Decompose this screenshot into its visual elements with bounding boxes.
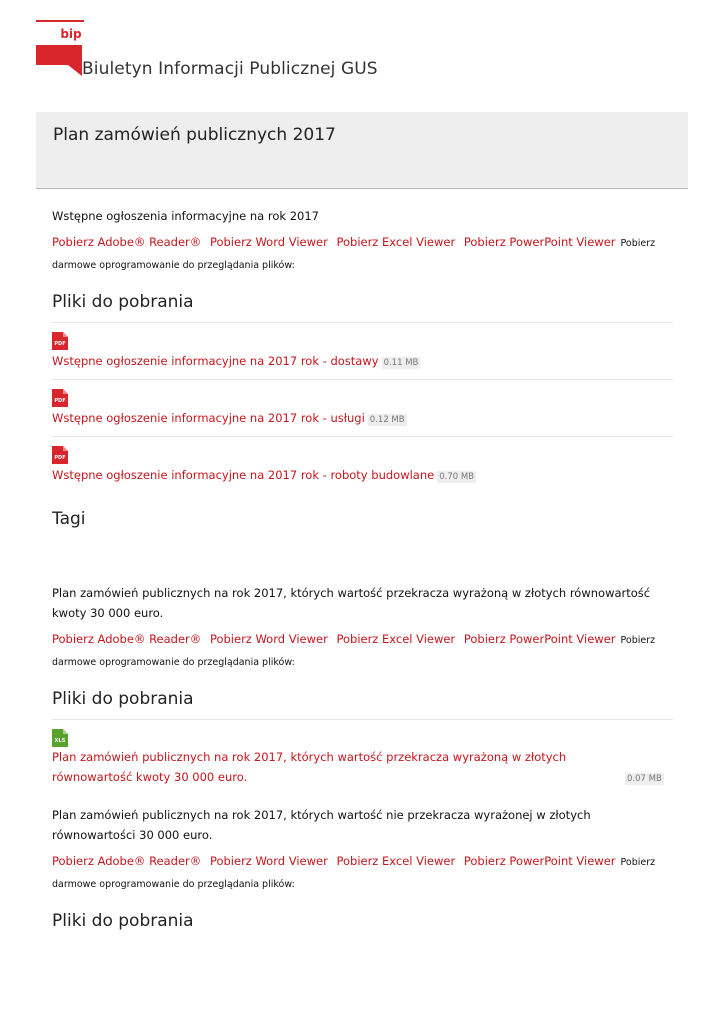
- section-1: [52, 206, 673, 533]
- powerpoint-viewer-link[interactable]: Pobierz PowerPoint Viewer: [463, 235, 616, 249]
- site-title[interactable]: Biuletyn Informacji Publicznej GUS: [82, 59, 378, 79]
- file-list: [52, 719, 673, 795]
- file-list: [52, 322, 673, 493]
- section-description: Plan zamówień publicznych na rok 2017, których wartość przekracza wyrażoną w złotych równowartość kwoty 30 000 euro.: [52, 586, 651, 620]
- pdf-file-icon: [52, 446, 68, 464]
- downloads-heading: Pliki do pobrania: [52, 911, 194, 931]
- viewer-note: Pobierz darmowe oprogramowanie do przeglądania plików:: [52, 857, 656, 890]
- file-download-link[interactable]: Wstępne ogłoszenie informacyjne na 2017 rok - dostawy: [52, 354, 379, 368]
- file-size: 0.70 MB: [439, 472, 475, 482]
- downloads-heading: Pliki do pobrania: [52, 689, 194, 709]
- pdf-file-icon: [52, 389, 68, 407]
- viewer-note: Pobierz darmowe oprogramowanie do przeglądania plików:: [52, 635, 656, 668]
- section-3: [52, 805, 673, 935]
- svg-text:PDF: PDF: [54, 341, 66, 347]
- powerpoint-viewer-link[interactable]: Pobierz PowerPoint Viewer: [463, 632, 616, 646]
- section-description: Wstępne ogłoszenia informacyjne na rok 2017: [52, 209, 319, 223]
- title-band: [36, 112, 688, 189]
- page-title: Plan zamówień publicznych 2017: [53, 125, 336, 145]
- viewer-links: [52, 232, 673, 276]
- file-size: 0.12 MB: [369, 415, 405, 425]
- pdf-file-icon: [52, 332, 68, 350]
- adobe-reader-link[interactable]: Pobierz Adobe® Reader®: [52, 854, 202, 868]
- file-item: [52, 437, 673, 493]
- word-viewer-link[interactable]: Pobierz Word Viewer: [209, 235, 328, 249]
- file-download-link[interactable]: Wstępne ogłoszenie informacyjne na 2017 rok - usługi: [52, 411, 365, 425]
- viewer-links: [52, 629, 673, 673]
- adobe-reader-link[interactable]: Pobierz Adobe® Reader®: [52, 235, 202, 249]
- file-download-link[interactable]: Plan zamówień publicznych na rok 2017, których wartość przekracza wyrażoną w złotych równowartość kwoty 30 000 euro.: [52, 750, 567, 784]
- file-size: 0.07 MB: [627, 774, 662, 784]
- tags-heading: Tagi: [52, 509, 86, 529]
- file-download-link[interactable]: Wstępne ogłoszenie informacyjne na 2017 rok - roboty budowlane: [52, 468, 435, 482]
- viewer-links: [52, 851, 673, 895]
- main-content: [52, 206, 673, 935]
- file-item: [52, 720, 673, 795]
- file-item: [52, 323, 673, 380]
- viewer-note: Pobierz darmowe oprogramowanie do przeglądania plików:: [52, 238, 656, 271]
- word-viewer-link[interactable]: Pobierz Word Viewer: [209, 632, 328, 646]
- xls-file-icon: [52, 729, 68, 747]
- logo-text: bip: [60, 27, 82, 41]
- word-viewer-link[interactable]: Pobierz Word Viewer: [209, 854, 328, 868]
- file-item: [52, 380, 673, 437]
- excel-viewer-link[interactable]: Pobierz Excel Viewer: [336, 632, 456, 646]
- downloads-heading: Pliki do pobrania: [52, 292, 194, 312]
- section-2: [52, 583, 673, 795]
- bip-logo[interactable]: [36, 20, 84, 76]
- powerpoint-viewer-link[interactable]: Pobierz PowerPoint Viewer: [463, 854, 616, 868]
- excel-viewer-link[interactable]: Pobierz Excel Viewer: [336, 235, 456, 249]
- adobe-reader-link[interactable]: Pobierz Adobe® Reader®: [52, 632, 202, 646]
- svg-text:XLS: XLS: [54, 738, 66, 744]
- section-description: Plan zamówień publicznych na rok 2017, których wartość nie przekracza wyrażonej w złotych równowartości 30 000 euro.: [52, 808, 591, 842]
- svg-text:PDF: PDF: [54, 398, 66, 404]
- svg-text:PDF: PDF: [54, 455, 66, 461]
- file-size: 0.11 MB: [383, 358, 419, 368]
- excel-viewer-link[interactable]: Pobierz Excel Viewer: [336, 854, 456, 868]
